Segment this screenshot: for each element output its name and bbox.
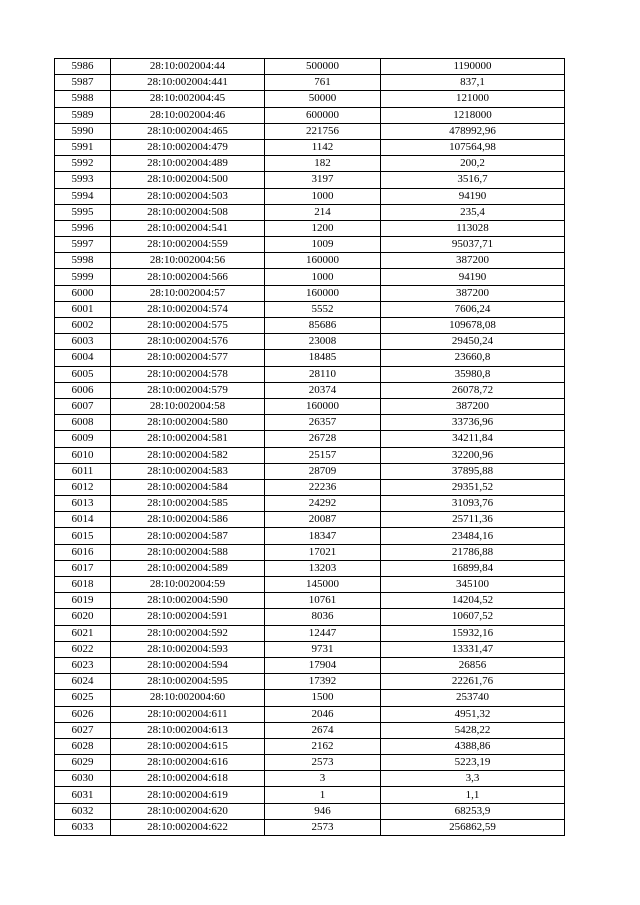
row-number-cell: 6027 [55,722,111,738]
area-cell: 25157 [265,447,381,463]
cadastral-number-cell: 28:10:002004:591 [111,609,265,625]
row-number-cell: 5986 [55,59,111,75]
cadastral-number-cell: 28:10:002004:619 [111,787,265,803]
row-number-cell: 6001 [55,301,111,317]
row-number-cell: 6002 [55,318,111,334]
area-cell: 145000 [265,577,381,593]
cadastral-number-cell: 28:10:002004:576 [111,334,265,350]
value-cell: 33736,96 [381,415,565,431]
cadastral-number-cell: 28:10:002004:479 [111,139,265,155]
area-cell: 26728 [265,431,381,447]
table-row [55,301,565,317]
area-cell: 946 [265,803,381,819]
value-cell: 32200,96 [381,447,565,463]
row-number-cell: 5998 [55,253,111,269]
area-cell: 22236 [265,479,381,495]
cadastral-number-cell: 28:10:002004:441 [111,75,265,91]
area-cell: 3197 [265,172,381,188]
table-row [55,382,565,398]
row-number-cell: 6030 [55,771,111,787]
cadastral-number-cell: 28:10:002004:575 [111,318,265,334]
cadastral-number-cell: 28:10:002004:541 [111,220,265,236]
cadastral-number-cell: 28:10:002004:620 [111,803,265,819]
value-cell: 23660,8 [381,350,565,366]
table-row [55,479,565,495]
value-cell: 22261,76 [381,674,565,690]
row-number-cell: 6025 [55,690,111,706]
row-number-cell: 6017 [55,560,111,576]
table-row [55,690,565,706]
row-number-cell: 6004 [55,350,111,366]
table-row [55,787,565,803]
cadastral-number-cell: 28:10:002004:615 [111,738,265,754]
data-table-body [55,59,565,836]
cadastral-number-cell: 28:10:002004:593 [111,641,265,657]
value-cell: 35980,8 [381,366,565,382]
table-row [55,431,565,447]
cadastral-number-cell: 28:10:002004:56 [111,253,265,269]
table-row [55,139,565,155]
cadastral-number-cell: 28:10:002004:582 [111,447,265,463]
area-cell: 20087 [265,512,381,528]
cadastral-number-cell: 28:10:002004:595 [111,674,265,690]
table-row [55,609,565,625]
cadastral-number-cell: 28:10:002004:57 [111,285,265,301]
cadastral-number-cell: 28:10:002004:566 [111,269,265,285]
row-number-cell: 6028 [55,738,111,754]
value-cell: 387200 [381,253,565,269]
area-cell: 1000 [265,269,381,285]
value-cell: 345100 [381,577,565,593]
value-cell: 23484,16 [381,528,565,544]
row-number-cell: 6006 [55,382,111,398]
value-cell: 37895,88 [381,463,565,479]
value-cell: 121000 [381,91,565,107]
value-cell: 387200 [381,285,565,301]
cadastral-number-cell: 28:10:002004:503 [111,188,265,204]
cadastral-number-cell: 28:10:002004:58 [111,398,265,414]
table-row [55,269,565,285]
value-cell: 21786,88 [381,544,565,560]
value-cell: 837,1 [381,75,565,91]
cadastral-number-cell: 28:10:002004:559 [111,237,265,253]
data-table [54,58,565,836]
value-cell: 1190000 [381,59,565,75]
row-number-cell: 6019 [55,593,111,609]
value-cell: 25711,36 [381,512,565,528]
area-cell: 28709 [265,463,381,479]
area-cell: 28110 [265,366,381,382]
row-number-cell: 6018 [55,577,111,593]
cadastral-number-cell: 28:10:002004:489 [111,156,265,172]
row-number-cell: 6010 [55,447,111,463]
table-row [55,204,565,220]
value-cell: 95037,71 [381,237,565,253]
area-cell: 9731 [265,641,381,657]
table-row [55,674,565,690]
value-cell: 253740 [381,690,565,706]
cadastral-number-cell: 28:10:002004:618 [111,771,265,787]
value-cell: 13331,47 [381,641,565,657]
row-number-cell: 5996 [55,220,111,236]
row-number-cell: 6031 [55,787,111,803]
value-cell: 94190 [381,188,565,204]
value-cell: 478992,96 [381,123,565,139]
table-row [55,738,565,754]
cadastral-number-cell: 28:10:002004:585 [111,496,265,512]
table-row [55,366,565,382]
area-cell: 85686 [265,318,381,334]
area-cell: 2674 [265,722,381,738]
row-number-cell: 5995 [55,204,111,220]
table-row [55,237,565,253]
row-number-cell: 5989 [55,107,111,123]
row-number-cell: 6033 [55,819,111,835]
value-cell: 4388,86 [381,738,565,754]
row-number-cell: 6022 [55,641,111,657]
table-row [55,722,565,738]
area-cell: 1142 [265,139,381,155]
cadastral-number-cell: 28:10:002004:622 [111,819,265,835]
area-cell: 8036 [265,609,381,625]
table-row [55,447,565,463]
cadastral-number-cell: 28:10:002004:46 [111,107,265,123]
cadastral-number-cell: 28:10:002004:508 [111,204,265,220]
row-number-cell: 6005 [55,366,111,382]
row-number-cell: 6007 [55,398,111,414]
row-number-cell: 6021 [55,625,111,641]
value-cell: 107564,98 [381,139,565,155]
area-cell: 18347 [265,528,381,544]
table-row [55,803,565,819]
row-number-cell: 5999 [55,269,111,285]
table-row [55,253,565,269]
value-cell: 4951,32 [381,706,565,722]
table-row [55,220,565,236]
cadastral-number-cell: 28:10:002004:45 [111,91,265,107]
cadastral-number-cell: 28:10:002004:594 [111,657,265,673]
area-cell: 10761 [265,593,381,609]
value-cell: 34211,84 [381,431,565,447]
area-cell: 17021 [265,544,381,560]
value-cell: 3,3 [381,771,565,787]
value-cell: 68253,9 [381,803,565,819]
value-cell: 5428,22 [381,722,565,738]
cadastral-number-cell: 28:10:002004:59 [111,577,265,593]
area-cell: 761 [265,75,381,91]
area-cell: 26357 [265,415,381,431]
row-number-cell: 6003 [55,334,111,350]
area-cell: 18485 [265,350,381,366]
area-cell: 160000 [265,253,381,269]
value-cell: 1218000 [381,107,565,123]
area-cell: 500000 [265,59,381,75]
value-cell: 31093,76 [381,496,565,512]
value-cell: 15932,16 [381,625,565,641]
row-number-cell: 5988 [55,91,111,107]
area-cell: 221756 [265,123,381,139]
table-row [55,755,565,771]
cadastral-number-cell: 28:10:002004:592 [111,625,265,641]
table-row [55,123,565,139]
table-row [55,285,565,301]
area-cell: 182 [265,156,381,172]
table-row [55,512,565,528]
row-number-cell: 6016 [55,544,111,560]
table-row [55,463,565,479]
cadastral-number-cell: 28:10:002004:586 [111,512,265,528]
table-row [55,819,565,835]
value-cell: 1,1 [381,787,565,803]
row-number-cell: 5993 [55,172,111,188]
cadastral-number-cell: 28:10:002004:60 [111,690,265,706]
area-cell: 17392 [265,674,381,690]
cadastral-number-cell: 28:10:002004:589 [111,560,265,576]
area-cell: 1500 [265,690,381,706]
area-cell: 3 [265,771,381,787]
cadastral-number-cell: 28:10:002004:574 [111,301,265,317]
row-number-cell: 6014 [55,512,111,528]
table-row [55,398,565,414]
table-row [55,156,565,172]
row-number-cell: 6011 [55,463,111,479]
row-number-cell: 5997 [55,237,111,253]
area-cell: 50000 [265,91,381,107]
cadastral-number-cell: 28:10:002004:616 [111,755,265,771]
table-row [55,657,565,673]
cadastral-number-cell: 28:10:002004:580 [111,415,265,431]
cadastral-number-cell: 28:10:002004:590 [111,593,265,609]
row-number-cell: 6013 [55,496,111,512]
cadastral-number-cell: 28:10:002004:465 [111,123,265,139]
row-number-cell: 6015 [55,528,111,544]
area-cell: 17904 [265,657,381,673]
row-number-cell: 6020 [55,609,111,625]
area-cell: 160000 [265,285,381,301]
table-row [55,318,565,334]
area-cell: 24292 [265,496,381,512]
table-row [55,771,565,787]
area-cell: 600000 [265,107,381,123]
value-cell: 200,2 [381,156,565,172]
value-cell: 235,4 [381,204,565,220]
row-number-cell: 6032 [55,803,111,819]
area-cell: 23008 [265,334,381,350]
table-row [55,75,565,91]
row-number-cell: 5987 [55,75,111,91]
table-row [55,334,565,350]
cadastral-number-cell: 28:10:002004:577 [111,350,265,366]
value-cell: 3516,7 [381,172,565,188]
table-row [55,528,565,544]
row-number-cell: 6023 [55,657,111,673]
row-number-cell: 6009 [55,431,111,447]
value-cell: 10607,52 [381,609,565,625]
row-number-cell: 6029 [55,755,111,771]
row-number-cell: 5990 [55,123,111,139]
value-cell: 387200 [381,398,565,414]
area-cell: 5552 [265,301,381,317]
value-cell: 256862,59 [381,819,565,835]
value-cell: 29351,52 [381,479,565,495]
area-cell: 13203 [265,560,381,576]
value-cell: 5223,19 [381,755,565,771]
cadastral-number-cell: 28:10:002004:581 [111,431,265,447]
table-row [55,544,565,560]
value-cell: 29450,24 [381,334,565,350]
area-cell: 1009 [265,237,381,253]
cadastral-number-cell: 28:10:002004:584 [111,479,265,495]
table-row [55,59,565,75]
value-cell: 16899,84 [381,560,565,576]
cadastral-number-cell: 28:10:002004:579 [111,382,265,398]
value-cell: 94190 [381,269,565,285]
cadastral-number-cell: 28:10:002004:587 [111,528,265,544]
row-number-cell: 5992 [55,156,111,172]
area-cell: 2573 [265,755,381,771]
table-row [55,91,565,107]
table-row [55,188,565,204]
area-cell: 1000 [265,188,381,204]
cadastral-number-cell: 28:10:002004:588 [111,544,265,560]
area-cell: 2046 [265,706,381,722]
row-number-cell: 5991 [55,139,111,155]
row-number-cell: 5994 [55,188,111,204]
area-cell: 214 [265,204,381,220]
row-number-cell: 6012 [55,479,111,495]
table-row [55,496,565,512]
table-row [55,172,565,188]
table-row [55,350,565,366]
value-cell: 113028 [381,220,565,236]
area-cell: 1200 [265,220,381,236]
table-row [55,593,565,609]
table-row [55,641,565,657]
value-cell: 26856 [381,657,565,673]
row-number-cell: 6008 [55,415,111,431]
table-row [55,625,565,641]
value-cell: 14204,52 [381,593,565,609]
cadastral-number-cell: 28:10:002004:44 [111,59,265,75]
table-row [55,560,565,576]
area-cell: 1 [265,787,381,803]
area-cell: 2162 [265,738,381,754]
area-cell: 12447 [265,625,381,641]
area-cell: 20374 [265,382,381,398]
area-cell: 160000 [265,398,381,414]
cadastral-number-cell: 28:10:002004:613 [111,722,265,738]
row-number-cell: 6000 [55,285,111,301]
cadastral-number-cell: 28:10:002004:500 [111,172,265,188]
value-cell: 7606,24 [381,301,565,317]
cadastral-number-cell: 28:10:002004:583 [111,463,265,479]
area-cell: 2573 [265,819,381,835]
value-cell: 109678,08 [381,318,565,334]
table-row [55,415,565,431]
table-row [55,706,565,722]
table-row [55,107,565,123]
table-row [55,577,565,593]
value-cell: 26078,72 [381,382,565,398]
cadastral-number-cell: 28:10:002004:611 [111,706,265,722]
row-number-cell: 6024 [55,674,111,690]
row-number-cell: 6026 [55,706,111,722]
cadastral-number-cell: 28:10:002004:578 [111,366,265,382]
